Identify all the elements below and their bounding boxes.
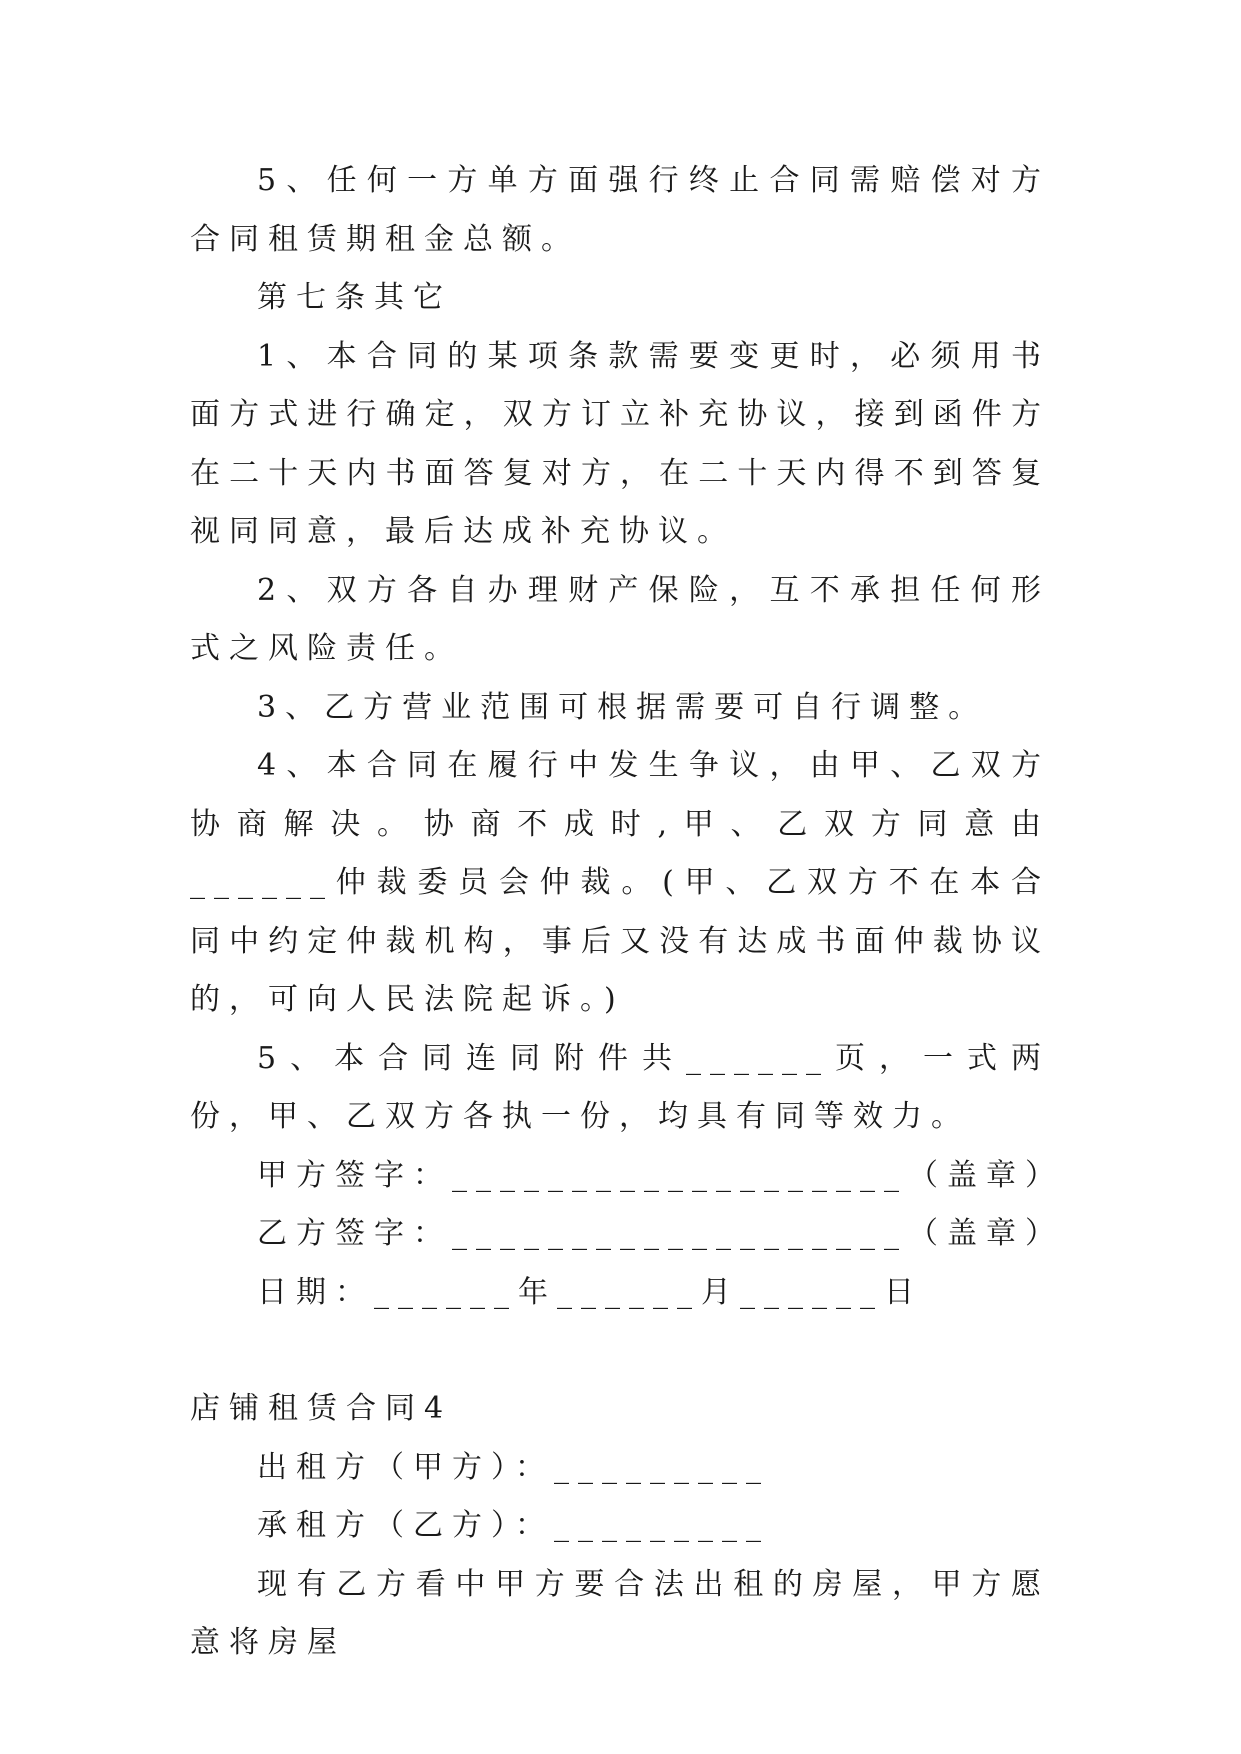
section-title: 店铺租赁合同4 (190, 1391, 453, 1426)
paragraph: 5、本合同连同附件共______页，一式两份，甲、乙双方各执一份，均具有同等效力。 (190, 1040, 1050, 1134)
paragraph: 1、本合同的某项条款需要变更时，必须用书面方式进行确定，双方订立补充协议，接到函件方在二十天内书面答复对方，在二十天内得不到答复视同同意，最后达成补充协议。 (190, 338, 1050, 549)
signature-line-party-b: 乙方签字：___________________（盖章） (257, 1216, 1064, 1251)
date-line: 日期：______年______月______日 (257, 1274, 923, 1310)
article-heading: 第七条其它 (257, 280, 452, 315)
paragraph: 4、本合同在履行中发生争议，由甲、乙双方协商解决。协商不成时,甲、乙双方同意由______仲裁委员会仲裁。(甲、乙双方不在本合同中约定仲裁机构，事后又没有达成书面仲裁协议的，可向人民法院起诉。) (190, 748, 1050, 1017)
section-gap (190, 1322, 1050, 1380)
document-page (190, 152, 1064, 1673)
paragraph: 5、任何一方单方面强行终止合同需赔偿对方合同租赁期租金总额。 (190, 163, 1050, 257)
lessor-line: 出租方（甲方）：_________ (257, 1449, 770, 1485)
signature-line-party-a: 甲方签字：___________________（盖章） (257, 1157, 1064, 1193)
paragraph: 2、双方各自办理财产保险，互不承担任何形式之风险责任。 (190, 572, 1050, 666)
paragraph: 3、乙方营业范围可根据需要可自行调整。 (257, 689, 988, 725)
lessee-line: 承租方（乙方）：_________ (257, 1508, 770, 1543)
paragraph: 现有乙方看中甲方要合法出租的房屋，甲方愿意将房屋 (190, 1566, 1050, 1660)
